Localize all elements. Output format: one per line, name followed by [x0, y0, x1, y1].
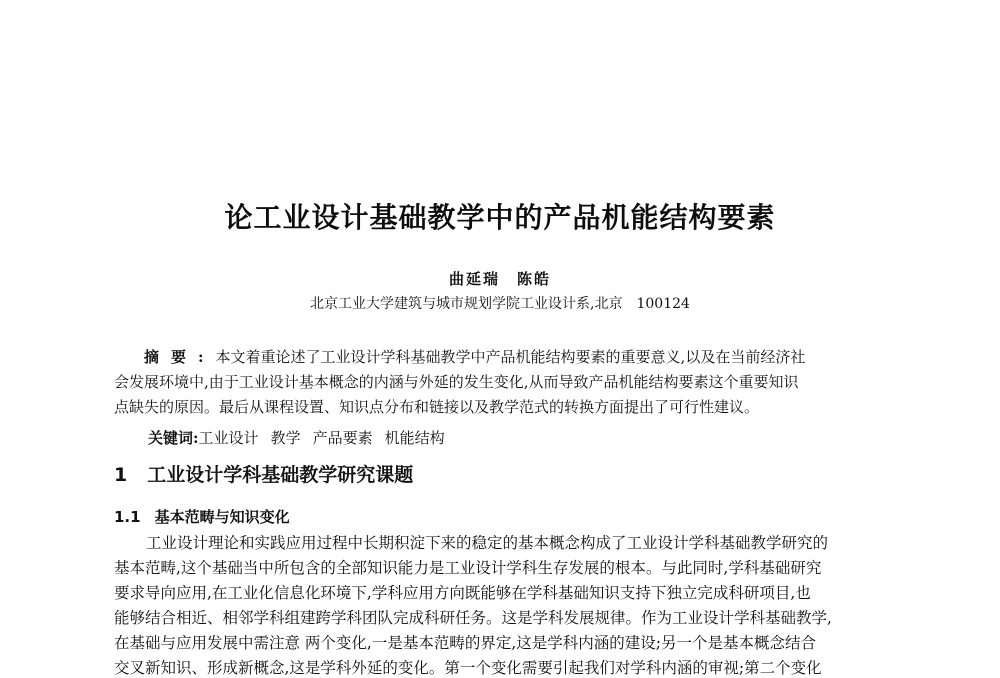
abstract-line-1: [114, 345, 889, 370]
section-heading-1: [114, 460, 413, 487]
keywords-label: 关键词:: [148, 429, 199, 447]
paper-authors: 曲延瑞 陈皓: [448, 270, 551, 288]
body-line: 在基础与应用发展中需注意 两个变化,一是基本范畴的界定,这是学科内涵的建设;另一个是基本概念结合: [114, 634, 817, 652]
keyword-item: 工业设计: [198, 429, 259, 447]
subsection-title: 基本范畴与知识变化: [154, 508, 290, 526]
body-line: 工业设计理论和实践应用过程中长期积淀下来的稳定的基本概念构成了工业设计学科基础教学研究的: [146, 534, 829, 552]
keyword-item: 产品要素: [312, 429, 373, 447]
abstract-block: [114, 345, 889, 420]
subsection-number: 1.1: [114, 508, 141, 526]
abstract-text-1: 本文着重论述了工业设计学科基础教学中产品机能结构要素的重要意义,以及在当前经济社: [215, 348, 806, 366]
body-line: 基本范畴,这个基础当中所包含的全部知识能力是工业设计学科生存发展的根本。与此同时,学科基础研究: [114, 559, 822, 577]
abstract-line-2: 会发展环境中,由于工业设计基本概念的内涵与外延的发生变化,从而导致产品机能结构要素这个重要知识: [114, 373, 799, 391]
body-line: 交叉新知识、形成新概念,这是学科外延的变化。第一个变化需要引起我们对学科内涵的审视;第二个变化: [114, 659, 822, 677]
paper-title: 论工业设计基础教学中的产品机能结构要素: [224, 201, 776, 234]
body-line: 能够结合相近、相邻学科组建跨学科团队完成科研任务。这是学科发展规律。作为工业设计学科基础教学,: [114, 609, 832, 627]
abstract-line-3: 点缺失的原因。最后从课程设置、知识点分布和链接以及教学范式的转换方面提出了可行性建议。: [114, 398, 760, 416]
abstract-label: 摘要:: [144, 348, 216, 366]
body-paragraph: [114, 531, 889, 678]
paper-affiliation: 北京工业大学建筑与城市规划学院工业设计系,北京 100124: [310, 296, 690, 312]
keywords-block: [148, 427, 457, 449]
section-number: 1: [114, 464, 128, 486]
keyword-item: 教学: [270, 429, 301, 447]
body-line: 要求导向应用,在工业化信息化环境下,学科应用方向既能够在学科基础知识支持下独立完成科研项目,也: [114, 584, 811, 602]
subsection-heading-1-1: [114, 506, 290, 527]
section-title: 工业设计学科基础教学研究课题: [147, 464, 414, 486]
keyword-item: 机能结构: [384, 429, 445, 447]
